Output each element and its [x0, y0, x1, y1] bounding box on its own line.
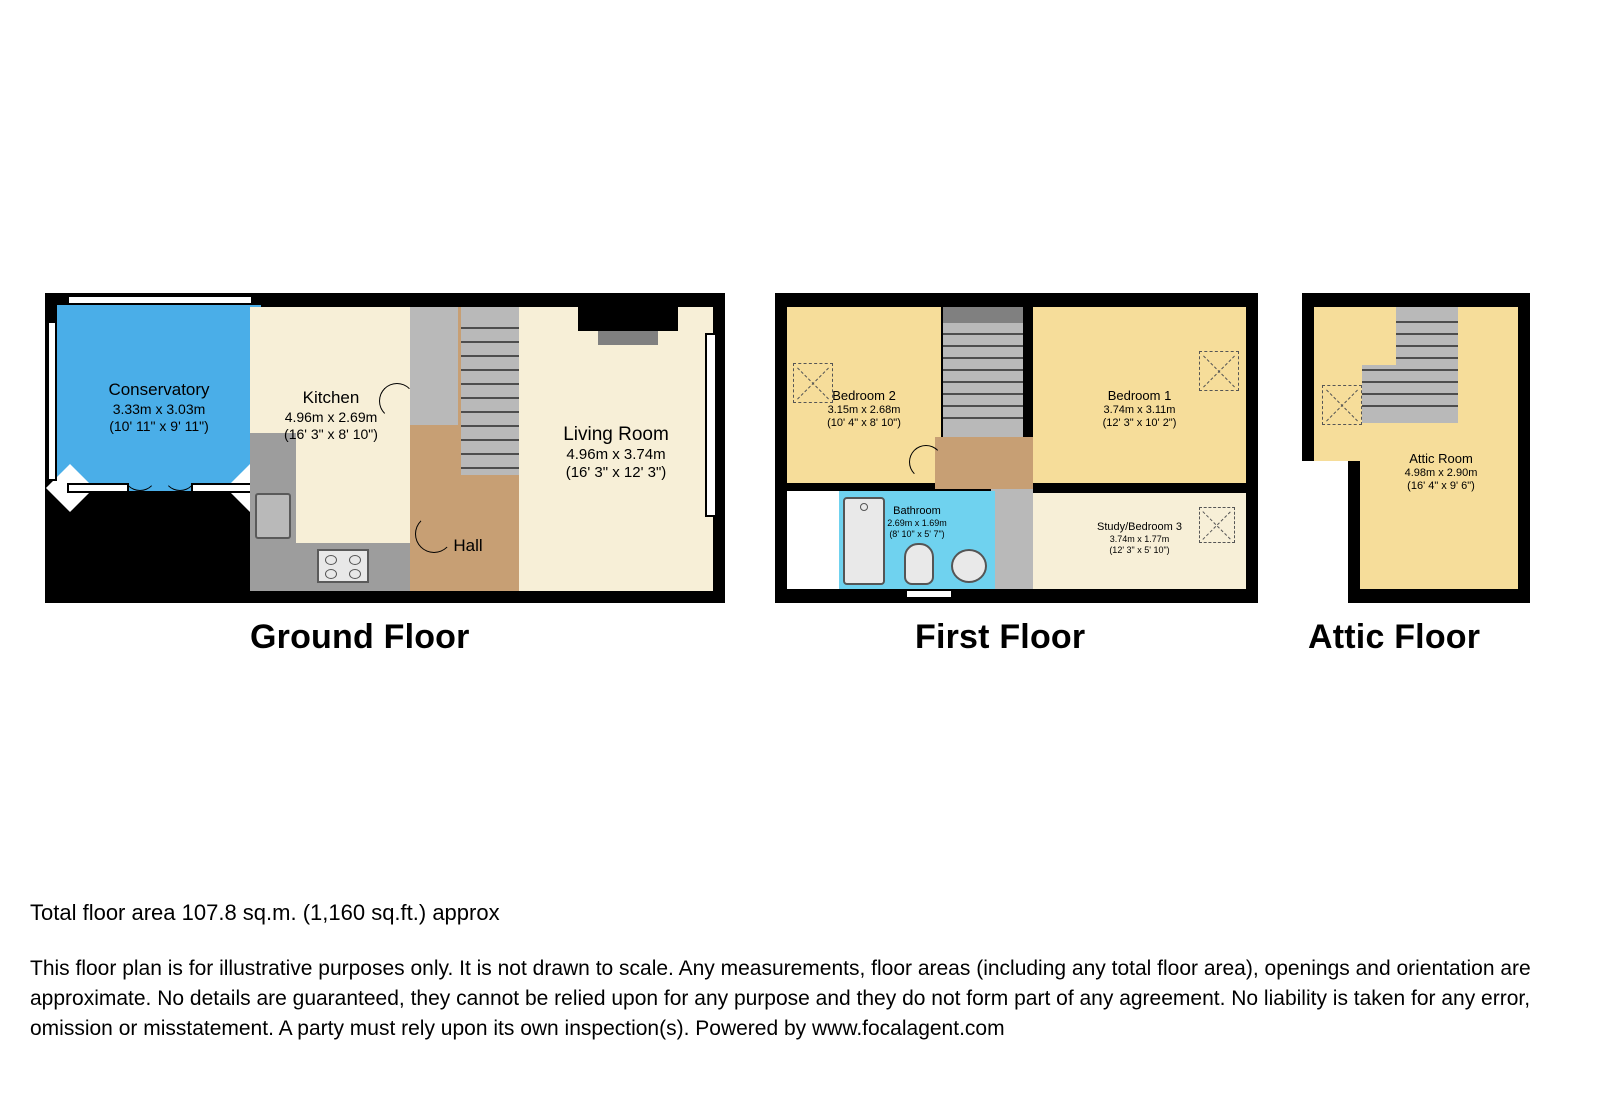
room-conservatory [57, 305, 261, 491]
kitchen-hob-ring-3 [325, 569, 337, 579]
ground-staircase [461, 307, 520, 475]
bathroom-window [905, 589, 953, 599]
hall-door-swing-kitchen [379, 383, 415, 419]
disclaimer-text: This floor plan is for illustrative purposes only. It is not drawn to scale. Any measurements, floor areas (including any total floor area), openings and orientation are approximate. No details are guaranteed, they cannot be relied upon for any purpose and they do not form part of any agreement. No liability is taken for any error, omission or misstatement. A party must rely upon its own inspection(s). Powered by www.focalagent.com [30, 957, 1531, 1040]
first-landing-step [943, 307, 1023, 323]
ground-floor-plan [45, 293, 725, 656]
total-floor-area: Total floor area 107.8 sq.m. (1,160 sq.ft.) approx [30, 900, 500, 925]
first-floor-title: First Floor [915, 618, 1086, 656]
room-living [519, 307, 713, 591]
attic-notch [1302, 461, 1348, 603]
label-bedroom-2: Bedroom 2 3.15m x 2.68m (10' 4" x 8' 10") [827, 388, 901, 430]
bedroom-2-hatch-icon [793, 363, 833, 403]
conservatory-window-bottom-left [67, 483, 129, 493]
footer [30, 900, 1570, 1043]
first-floor-void [787, 491, 839, 589]
attic-hatch-icon [1322, 385, 1362, 425]
first-landing-cupboard [991, 489, 1033, 589]
attic-floor-plan [1302, 293, 1530, 656]
hall-door-swing-front [415, 515, 453, 553]
ground-stair-arrow [461, 307, 520, 329]
bedroom-2-door-swing [909, 445, 943, 479]
ground-hall-cupboard [410, 307, 458, 425]
first-floor-plan [775, 293, 1258, 656]
label-attic-room: Attic Room 4.98m x 2.90m (16' 4" x 9' 6") [1404, 451, 1478, 493]
conservatory-door-swing-right [163, 457, 197, 491]
attic-floor-title: Attic Floor [1308, 618, 1481, 656]
living-chimney-breast [578, 307, 678, 331]
kitchen-hob-ring-4 [349, 569, 361, 579]
ground-floor-title: Ground Floor [250, 618, 470, 656]
label-kitchen: Kitchen 4.96m x 2.69m (16' 3" x 8' 10") [284, 388, 378, 442]
living-fireplace [598, 331, 658, 345]
attic-stair-void [1362, 307, 1396, 365]
label-living-room: Living Room 4.96m x 3.74m (16' 3" x 12' 3") [563, 424, 669, 482]
room-attic-lower [1360, 461, 1518, 589]
first-staircase [943, 307, 1023, 437]
bathroom-wc [904, 543, 934, 585]
label-bedroom-1: Bedroom 1 3.74m x 3.11m (12' 3" x 10' 2") [1102, 388, 1177, 430]
study-chimney-icon [1199, 507, 1235, 543]
room-bedroom-1 [1033, 307, 1246, 483]
conservatory-window-left [47, 321, 57, 481]
label-bathroom: Bathroom 2.69m x 1.69m (8' 10" x 5' 7") [887, 505, 947, 540]
kitchen-hob-ring-2 [349, 555, 361, 565]
label-hall: Hall [453, 536, 483, 555]
kitchen-hob-ring-1 [325, 555, 337, 565]
bathroom-basin [951, 549, 987, 583]
kitchen-sink [255, 493, 291, 539]
kitchen-hob [317, 549, 369, 583]
bathroom-bath-tap [860, 503, 868, 511]
conservatory-window-top [67, 295, 253, 305]
label-conservatory: Conservatory 3.33m x 3.03m (10' 11" x 9' 11") [108, 380, 210, 434]
conservatory-window-bottom-right [191, 483, 253, 493]
living-window-right [705, 333, 717, 517]
bedroom-1-chimney-icon [1199, 351, 1239, 391]
conservatory-door-swing-left [123, 457, 157, 491]
label-study-bedroom-3: Study/Bedroom 3 3.74m x 1.77m (12' 3" x 5' 10") [1097, 521, 1182, 556]
